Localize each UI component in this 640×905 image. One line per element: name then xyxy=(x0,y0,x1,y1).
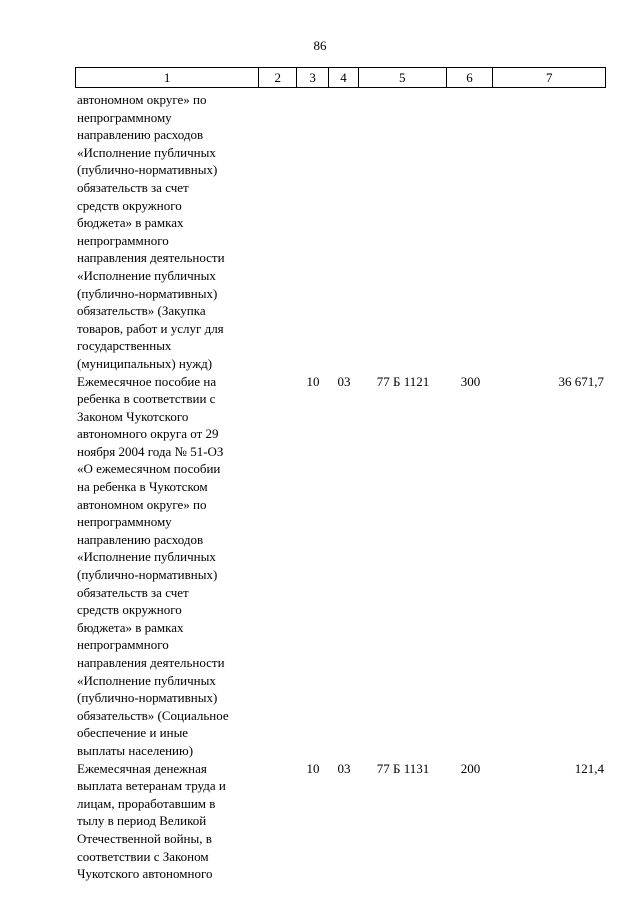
table-header xyxy=(75,67,606,88)
row-amount: 36 671,7 xyxy=(558,373,604,389)
table-row xyxy=(75,91,606,373)
row-target-article: 77 Б 1121 xyxy=(376,373,430,389)
column-header-7: 7 xyxy=(545,70,553,85)
row-section: 10 xyxy=(306,760,320,776)
page-number: 86 xyxy=(313,38,327,53)
row-description: Ежемесячная денежная выплата ветеранам труда и лицам, проработавшим в тылу в период Великой Отечественной войны, в соответствии с Законом Чукотского автономного xyxy=(77,760,226,882)
column-header-3: 3 xyxy=(297,68,329,87)
row-target-article: 77 Б 1131 xyxy=(376,760,430,776)
table-row xyxy=(75,760,606,883)
table-row xyxy=(75,373,606,760)
row-description: автономном округе» по непрограммному направлению расходов «Исполнение публичных (публично-нормативных) обязательств за счет средств окружного бюджета» в рамках непрограммного направления деятельности «Исполнение публичных (публично-нормативных) обязательств» (Закупка товаров, работ и услуг для государственных (муниципальных) нужд) xyxy=(77,92,225,371)
row-section: 10 xyxy=(306,373,320,389)
column-header-1: 1 xyxy=(76,68,259,87)
column-header-2: 2 xyxy=(259,68,297,87)
row-expense-type: 200 xyxy=(460,760,481,776)
column-header-6: 6 xyxy=(447,68,494,87)
column-header-5: 5 xyxy=(359,68,447,87)
table-body xyxy=(75,91,606,883)
row-subsection: 03 xyxy=(337,373,351,389)
row-amount: 121,4 xyxy=(574,760,604,776)
row-expense-type: 300 xyxy=(460,373,481,389)
row-description: Ежемесячное пособие на ребенка в соответствии с Законом Чукотского автономного округа от 29 ноября 2004 года № 51-ОЗ «О ежемесячном пособии на ребенка в Чукотском автономном округе» по непрограммному направлению расходов «Исполнение публичных (публично-нормативных) обязательств за счет средств окружного бюджета» в рамках непрограммного направления деятельности «Исполнение публичных (публично-нормативных) обязательств» (Социальное обеспечение и иные выплаты населению) xyxy=(77,373,229,758)
column-header-4: 4 xyxy=(329,68,359,87)
row-subsection: 03 xyxy=(337,760,351,776)
